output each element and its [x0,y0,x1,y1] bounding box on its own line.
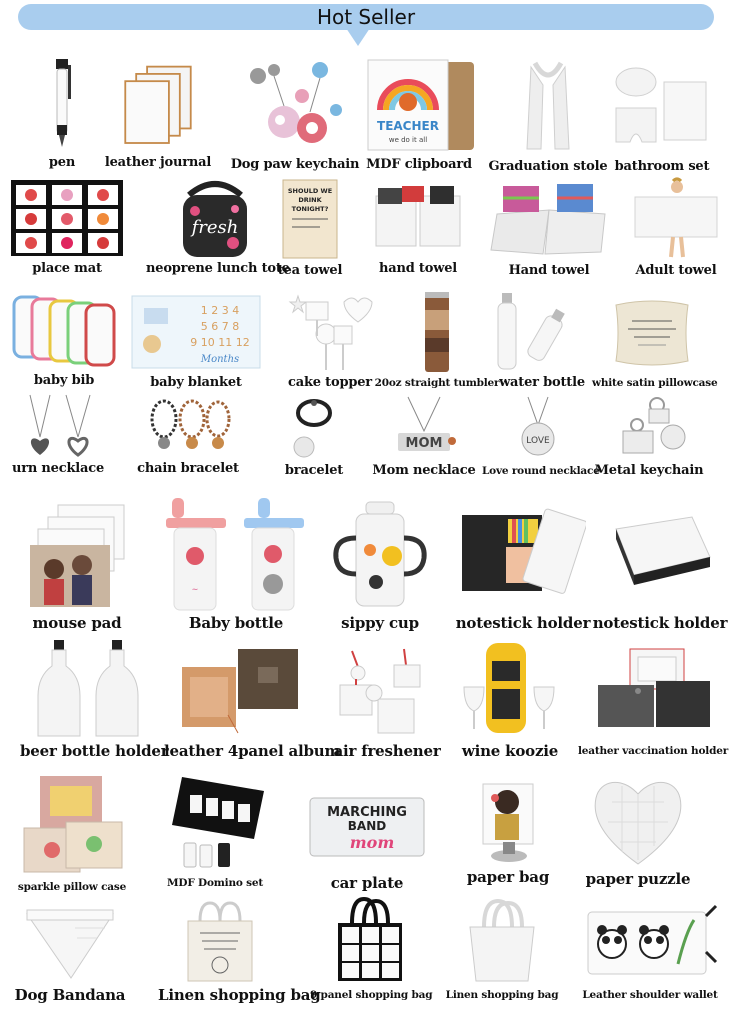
mom-necklace-print: MOM [405,436,443,451]
product-card[interactable] [374,290,500,392]
product-card[interactable] [310,894,433,1004]
bandana-icon [22,904,118,986]
metal-keychain-icon [608,394,690,462]
product-label: hand towel [378,261,458,276]
product-label: urn necklace [11,461,105,476]
plate-line3: mom [349,833,395,852]
product-card[interactable] [370,176,466,278]
blanket-row1: 1 2 3 4 [200,304,240,317]
product-card[interactable] [274,176,346,280]
sparkle-pillow-icon [20,770,124,878]
stole-icon [500,52,596,158]
product-card[interactable] [11,392,105,478]
adult-towel-icon [630,176,722,262]
product-card[interactable] [445,894,559,1004]
product-card[interactable] [17,770,127,896]
hand-towel-icon [370,176,466,260]
product-label: Hand towel [508,263,590,278]
product-label: Graduation stole [488,159,608,174]
journal-icon [118,52,198,154]
product-label: place mat [32,261,102,276]
blanket-row2: 5 6 7 8 [200,320,240,333]
product-card[interactable] [486,176,612,280]
love-necklace-print: LOVE [526,436,550,446]
product-card[interactable] [20,634,169,760]
product-card[interactable] [22,52,102,172]
product-card[interactable] [286,290,374,392]
product-label: Adult towel [635,263,717,278]
product-label: paper puzzle [585,870,691,888]
product-card[interactable] [137,394,239,478]
product-label: pen [48,155,76,170]
product-card[interactable] [630,176,722,280]
product-label: Dog paw keychain [230,157,360,172]
product-card[interactable] [160,768,270,892]
cake-topper-icon [286,290,374,374]
product-card[interactable] [10,176,124,278]
product-label: 20oz straight tumbler [374,377,500,389]
product-card[interactable] [332,496,428,632]
hot-seller-banner [18,4,714,30]
blanket-word: Months [200,354,240,365]
mouse-pad-icon [24,498,130,614]
panel-bag-icon [324,894,416,986]
product-card[interactable] [592,290,718,392]
product-card[interactable] [24,498,130,632]
product-label: Leather shoulder wallet [582,989,718,1001]
car-plate-icon [308,780,426,874]
product-label: 9 panel shopping bag [310,989,433,1001]
product-label: leather vaccination holder [577,745,729,757]
product-label: sparkle pillow case [17,881,127,893]
tea-towel-icon [274,176,346,262]
product-card[interactable] [360,52,478,174]
bib-icon [10,290,118,372]
tumbler-icon [382,290,492,374]
water-bottle-icon [496,290,588,374]
beer-holder-icon [34,634,144,742]
product-label: MDF Domino set [167,877,263,889]
product-card[interactable] [610,52,714,176]
product-label: mouse pad [32,614,122,632]
product-label: Baby bottle [188,614,284,632]
mom-necklace-icon [378,394,470,462]
product-label: tea towel [277,263,343,278]
tea-towel-line3: TONIGHT? [291,205,329,213]
product-card[interactable] [282,394,346,480]
air-freshener-icon [334,640,440,742]
product-label: chain bracelet [137,461,239,476]
tea-towel-line2: DRINK [298,196,322,204]
urn-necklace-icon [16,392,100,460]
linen-bag-icon [458,894,546,986]
chain-bracelet-icon [144,394,232,460]
sippy-cup-icon [332,496,428,614]
product-label: baby bib [33,373,95,388]
product-card[interactable] [488,52,608,176]
product-card[interactable] [230,52,360,174]
svg-text:~: ~ [191,585,199,594]
puzzle-icon [592,770,684,870]
baby-bottle-icon [162,490,310,614]
baby-blanket-icon [130,290,262,374]
paper-bag-icon [470,778,546,868]
blanket-row3: 9 10 11 12 [190,336,250,349]
product-label: notestick holder [592,614,728,632]
product-card[interactable] [594,394,704,480]
product-card[interactable] [455,496,591,632]
product-label: Love round necklace [482,465,600,477]
product-label: Metal keychain [594,463,704,478]
placemat-icon [10,176,124,260]
wallet-icon [582,898,718,986]
wine-koozie-icon [460,636,560,742]
product-card[interactable] [466,778,550,886]
product-label: air freshener [333,742,441,760]
product-card[interactable] [372,394,476,480]
product-label: Dog Bandana [14,986,126,1004]
product-card[interactable] [334,640,440,760]
tote-print: fresh [191,217,239,238]
plate-line1: MARCHING [327,805,407,820]
product-card[interactable] [162,490,310,632]
product-label: notestick holder [455,614,591,632]
product-label: Linen shopping bag [158,986,321,1004]
notestick-holder-icon [606,496,714,614]
product-label: sippy cup [341,614,419,632]
product-card[interactable] [460,636,560,760]
clipboard-icon [360,52,478,156]
love-necklace-icon [496,394,580,462]
product-card[interactable] [308,780,426,892]
notestick-holder-icon [460,496,586,614]
product-card[interactable] [496,290,588,392]
pen-icon [22,52,102,154]
product-card[interactable] [104,52,212,172]
linen-bag-icon [172,898,268,986]
product-card[interactable] [482,394,600,480]
banner-title: Hot Seller [316,5,416,29]
product-label: water bottle [499,375,585,390]
product-card[interactable] [585,770,691,888]
product-label: white satin pillowcase [592,377,718,389]
product-label: wine koozie [461,742,559,760]
product-label: bathroom set [614,159,710,174]
product-card[interactable] [14,904,126,1004]
vaccination-holder-icon [590,640,716,742]
hand-towel-icon [486,176,612,262]
album-icon [178,640,312,742]
product-card[interactable] [582,898,718,1004]
product-card[interactable] [10,290,118,390]
bracelet-icon [282,394,346,462]
pillowcase-icon [606,290,698,374]
clipboard-print-line1: TEACHER [377,119,439,133]
plate-line2: BAND [347,819,387,833]
product-label: leather 4panel album [164,742,341,760]
product-label: neoprene lunch tote [146,261,290,276]
product-label: leather journal [104,155,212,170]
bathroom-set-icon [610,52,714,158]
product-card[interactable] [577,640,729,760]
product-label: baby blanket [150,375,242,390]
product-card[interactable] [146,176,290,278]
banner-arrow-icon [346,28,370,46]
product-card[interactable] [164,640,341,760]
product-label: Mom necklace [372,463,476,478]
product-label: beer bottle holder [20,742,169,760]
tea-towel-line1: SHOULD WE [287,187,333,195]
product-label: bracelet [284,463,344,478]
domino-set-icon [160,768,270,874]
lunch-tote-icon [160,176,270,260]
product-card[interactable] [592,496,728,632]
product-label: cake topper [288,375,372,390]
product-label: car plate [330,874,404,892]
product-label: Linen shopping bag [445,989,559,1001]
paw-keychain-icon [240,52,350,156]
product-label: MDF clipboard [366,157,472,172]
clipboard-print-line2: we do it all [388,136,428,144]
product-card[interactable] [158,898,321,1004]
product-card[interactable] [130,290,262,392]
product-label: paper bag [466,868,550,886]
